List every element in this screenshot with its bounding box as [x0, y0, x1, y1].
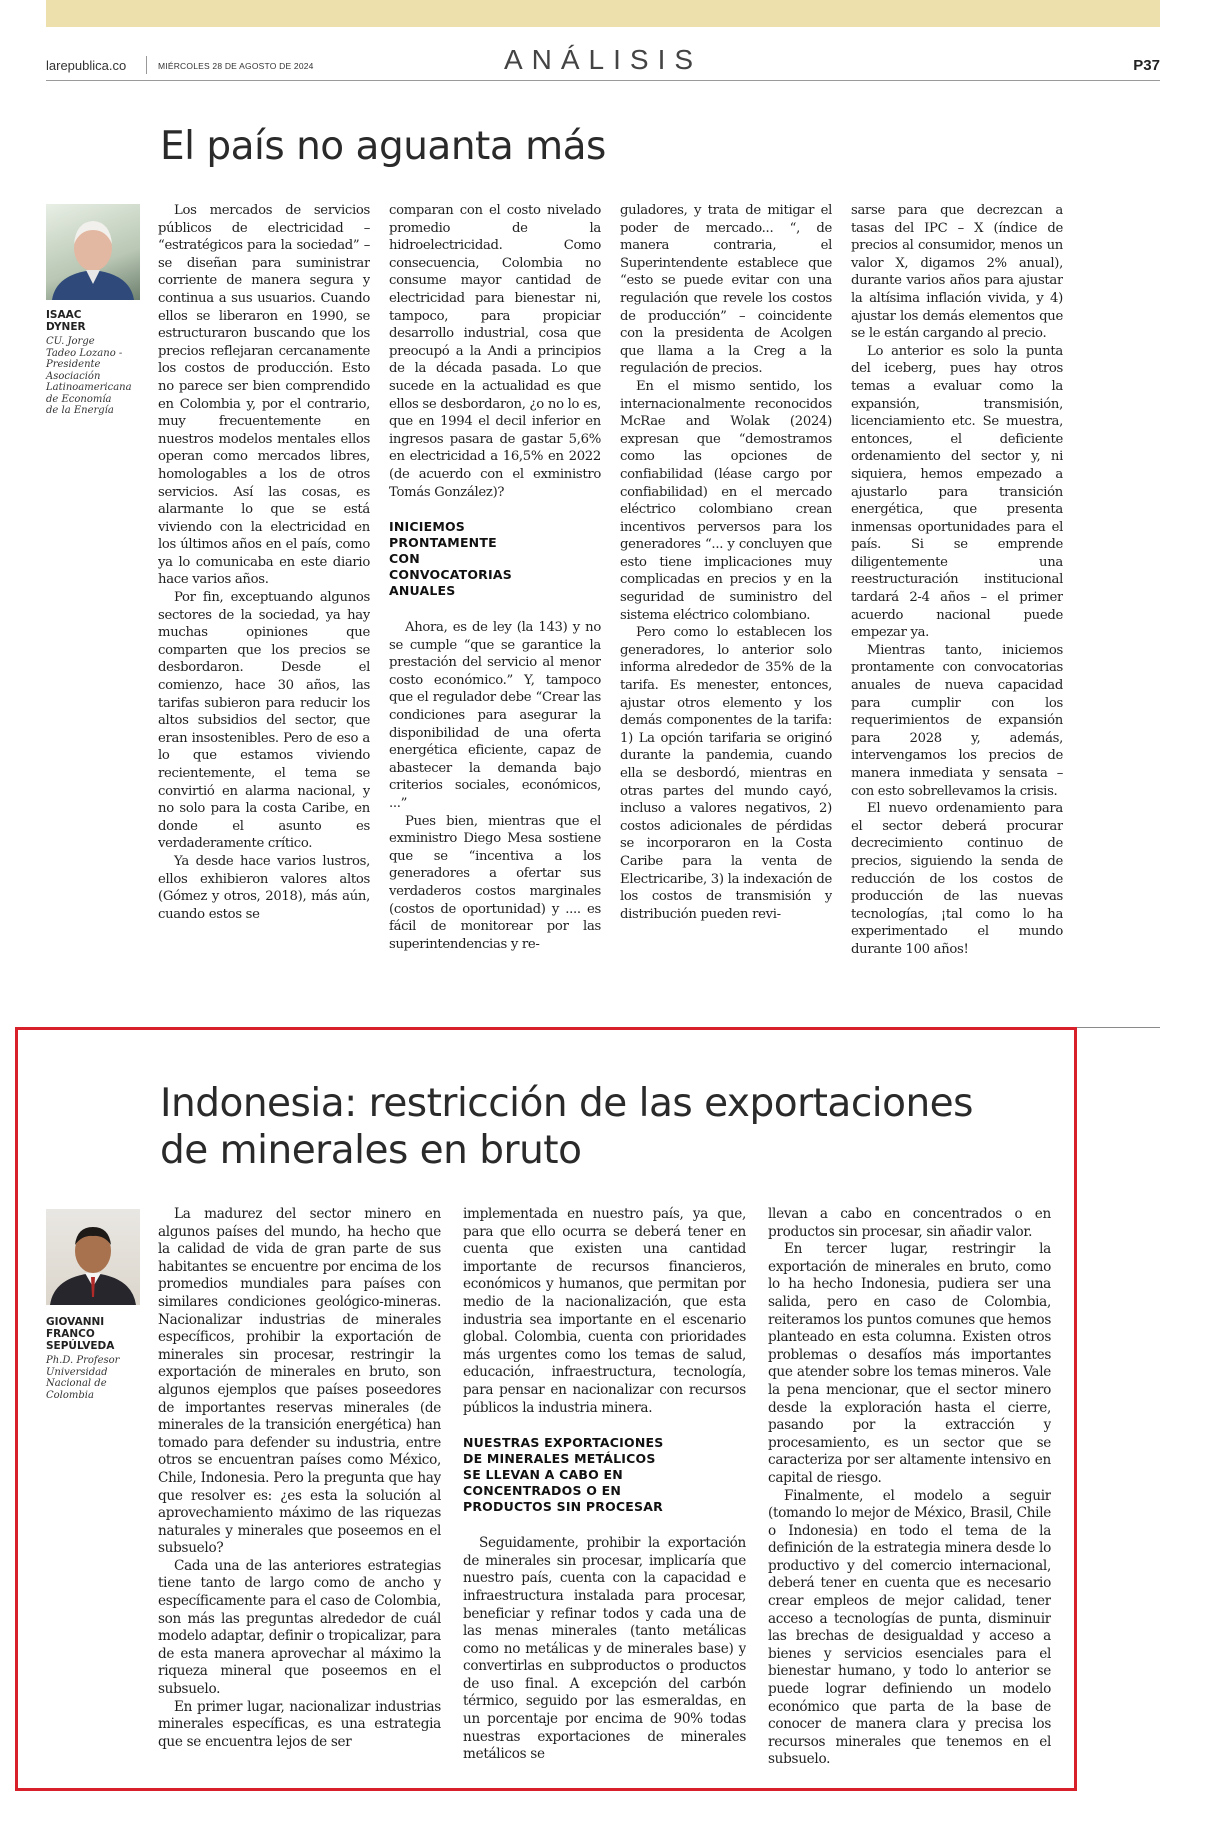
paragraph: Lo anterior es solo la punta del iceberg, pues hay otros temas a evaluar como la expansión, transmisión, licenciamiento etc. Se muestra, entonces, el deficiente ordenamiento del sector y, ni siquiera, hemos empezado a ajustarlo para transición energética, que presenta inmensas oportunidades para el país. Si se emprende diligentemente una reestructuración institucional tardará 2-4 años – el primer acuerdo nacional puede empezar ya.	[851, 343, 1063, 641]
page-number: P37	[1133, 57, 1160, 74]
paragraph: Mientras tanto, iniciemos prontamente con convocatorias anuales de nueva capacidad para cumplir con los requerimientos de expansión para 2028 y, además, intervengamos los precios de manera inmediata y sensata – con esto sobrellevamos la crisis.	[851, 642, 1063, 799]
section-title: ANÁLISIS	[503, 44, 703, 75]
paragraph: Ya desde hace varios lustros, ellos exhibieron valores altos (Gómez y otros, 2018), más aún, cuando estos se	[158, 853, 370, 922]
article-column-4	[851, 202, 1063, 982]
article-column-2	[463, 1206, 746, 1786]
paragraph: Por fin, exceptuando algunos sectores de la sociedad, ya hay muchas opiniones que comparten que los precios se desbordaron. Desde el comienzo, hace 30 años, las tarifas subieron para reducir los altos subsidios del sector, que eran insostenibles. Pero de eso a lo que estamos viviendo recientemente, el tema se convirtió en alarma nacional, y no solo para la costa Caribe, en donde el asunto es verdaderamente crítico.	[158, 590, 370, 852]
paragraph: La madurez del sector minero en algunos países del mundo, ha hecho que la calidad de vida de gran parte de sus habitantes se encuentre por encima de los promedios mundiales para países con similares condiciones geológico-mineras. Nacionalizar industrias de minerales específicos, prohibir la exportación de minerales sin procesar, restringir la exportación de minerales en bruto, son algunos ejemplos que países poseedores de importantes reservas minerales (de minerales de la transición energética) han tomado para defender su industria, entre otros se encuentran países como México, Chile, Indonesia. Pero la pregunta que hay que resolver es: ¿es esta la solución al aprovechamiento máximo de las riquezas naturales y minerales que poseemos en el subsuelo?	[158, 1206, 441, 1557]
paragraph: implementada en nuestro país, ya que, para que ello ocurra se deberá tener en cuenta que existen una cantidad importante de recursos financieros, económicos y humanos, que permitan por medio de la nacionalización, que esta industria sea importante en el escenario global. Colombia, cuenta con prioridades más urgentes como los temas de salud, educación, infraestructura, tecnología, para pensar en nacionalizar con recursos públicos la industria minera.	[463, 1206, 746, 1416]
paragraph: Ahora, es de ley (la 143) y no se cumple “que se garantice la prestación del servicio al menor costo económico.” Y, tampoco que el regulador debe “Crear las condiciones para asegurar la disponibilidad de una oferta energética eficiente, capaz de abastecer la demanda bajo criterios sociales, económicos, ...”	[389, 620, 601, 812]
issue-date: MIÉRCOLES 28 DE AGOSTO DE 2024	[158, 61, 314, 71]
section-divider	[1077, 1027, 1160, 1028]
masthead	[46, 46, 1160, 81]
article-column-1	[158, 202, 370, 982]
paragraph: En primer lugar, nacionalizar industrias minerales específicas, es una estrategia que se encuentra lejos de ser	[158, 1698, 441, 1750]
paragraph: En tercer lugar, restringir la exportación de minerales en bruto, como lo ha hecho Indonesia, pudiera ser una salida, pero en caso de Colombia, reiteramos los puntos comunes que hemos planteado en esta columna. Existen otros problemas o desafíos más importantes que atender sobre los temas mineros. Vale la pena mencionar, que el sector minero desde la exploración hasta el cierre, pasando por la extracción y procesamiento, es un sector que se caracteriza por ser altamente intensivo en capital de riesgo.	[768, 1241, 1051, 1486]
article-column-3	[768, 1206, 1051, 1786]
author-role: CU. Jorge Tadeo Lozano - Presidente Asociación Latinoamericana de Economía de la Energía	[46, 336, 132, 416]
article-body	[158, 202, 1063, 982]
author-name: GIOVANNI FRANCO SEPÚLVEDA	[46, 1316, 115, 1352]
paragraph: Cada una de las anteriores estrategias tiene tanto de largo como de ancho y específicamente para el caso de Colombia, son más las preguntas alrededor de cuál modelo adaptar, definir o tropicalizar, para de esta manera aprovechar al máximo la riqueza mineral que poseemos en el subsuelo.	[158, 1557, 441, 1698]
article-column-2	[389, 202, 601, 982]
paragraph: Seguidamente, prohibir la exportación de minerales sin procesar, implicaría que nuestro país, cuenta con la capacidad e infraestructura instalada para procesar, beneficiar y refinar todos y cada una de las menas minerales (tanto metálicas como no metálicas y de minerales base) y convertirlas en subproductos o productos de uso final. A excepción del carbón térmico, seguido por las esmeraldas, en un porcentaje por encima de 90% todas nuestras exportaciones de minerales metálicos se	[463, 1535, 746, 1763]
article-column-1	[158, 1206, 441, 1786]
top-color-band	[46, 0, 1160, 27]
subheading: NUESTRAS EXPORTACIONES DE MINERALES METÁLICOS SE LLEVAN A CABO EN CONCENTRADOS O EN PRODUCTOS SIN PROCESAR	[463, 1435, 664, 1515]
article-body	[158, 1206, 1072, 1786]
paragraph: sarse para que decrezcan a tasas del IPC – X (índice de precios al consumidor, menos un valor X, digamos 2% anual), durante varios años para ajustar la altísima inflación vivida, y 4) ajustar los demás elementos que se le están cargando al precio.	[851, 203, 1063, 342]
paragraph: Pues bien, mientras que el exministro Diego Mesa sostiene que se “incentiva a los generadores a ofertar sus verdaderos costos marginales (costos de oportunidad) y .... es fácil de monitorear por las superintendencias y re-	[389, 813, 601, 952]
author-role: Ph.D. Profesor Universidad Nacional de Colombia	[46, 1355, 120, 1401]
article-title: Indonesia: restricción de las exportaciones de minerales en bruto	[160, 1081, 973, 1173]
subheading: INICIEMOS PRONTAMENTE CON CONVOCATORIAS ANUALES	[389, 519, 512, 599]
paragraph: Los mercados de servicios públicos de electricidad – “estratégicos para la sociedad” – se diseñan para suministrar corriente de manera segura y continua a sus usuarios. Cuando ellos se liberaron en 1990, se estructuraron buscando que los precios reflejaran cercanamente los costos de producción. Esto no parece ser bien comprendido en Colombia y, por el contrario, muy frecuentemente en nuestros modelos mentales ellos operan como mercados libres, homologables a los de otros servicios. Así las cosas, es alarmante lo que se está viviendo con la electricidad en los últimos años en el país, como ya lo comunicaba en este diario hace varios años.	[158, 203, 370, 588]
article-column-3	[620, 202, 832, 982]
paragraph: Pero como lo establecen los generadores, lo anterior solo informa alrededor de 35% de la tarifa. Es menester, entonces, ajustar otros elemento y los demás componentes de la tarifa: 1) La opción tarifaria se originó durante la pandemia, cuando ella se desbordó, mientras en otras partes del mundo cayó, incluso a valores negativos, 2) costos adicionales de pérdidas se incorporaron en la Costa Caribe para la venta de Electricaribe, 3) la indexación de los costos de transmisión y distribución pueden revi-	[620, 625, 832, 922]
author-photo	[46, 204, 140, 300]
author-byline	[46, 1316, 146, 1401]
author-byline	[46, 309, 146, 417]
article-title: El país no aguanta más	[160, 124, 606, 169]
paragraph: El nuevo ordenamiento para el sector deberá procurar decrecimiento continuo de precios, siguiendo la senda de reducción de los costos de producción de las nuevas tecnologías, ¡tal como lo ha experimentado el mundo durante 100 años!	[851, 801, 1063, 957]
author-photo	[46, 1209, 140, 1305]
author-name: ISAAC DYNER	[46, 309, 86, 333]
paragraph: guladores, y trata de mitigar el poder de mercado... “, de manera contraria, el Superintendente establece que “esto se puede evitar con una regulación que revele los costos de producción” – coincidente con la presidenta de Acolgen que llama a la Creg a la regulación de precios.	[620, 203, 832, 377]
site-name[interactable]: larepublica.co	[46, 58, 127, 73]
paragraph: comparan con el costo nivelado promedio de la hidroelectricidad. Como consecuencia, Colombia no consume mayor cantidad de electricidad para bienestar ni, tampoco, para propiciar desarrollo industrial, cosa que preocupó a la Andi a principios de la década pasada. Lo que sucede en la actualidad es que ellos se desbordaron, ¿o no lo es, que en 1994 el decil inferior en ingresos pasara de gastar 5,6% en electricidad a 16,5% en 2022 (de acuerdo con el exministro Tomás González)?	[389, 203, 601, 500]
paragraph: Finalmente, el modelo a seguir (tomando lo mejor de México, Brasil, Chile o Indonesia) en todo el tema de la definición de la estrategia minera desde lo productivo y del comercio internacional, deberá tener en cuenta que es necesario crear empleos de mejor calidad, tener acceso a tecnologías de punta, disminuir las brechas de desigualdad y acceso a bienes y servicios esenciales para el bienestar humano, y todo lo anterior se puede lograr definiendo un modelo económico que parta de la base de conocer de manera clara y precisa los recursos minerales que tenemos en el subsuelo.	[768, 1487, 1051, 1768]
paragraph: En el mismo sentido, los internacionalmente reconocidos McRae and Wolak (2024) expresan que “demostramos como las opciones de confiabilidad (léase cargo por confiabilidad) en el mercado eléctrico colombiano crean incentivos perversos para los generadores “... y concluyen que esto tiene implicaciones muy complicadas en precios y en la seguridad de suministro del sistema eléctrico colombiano.	[620, 378, 832, 623]
paragraph: llevan a cabo en concentrados o en productos sin procesar, sin añadir valor.	[768, 1206, 1051, 1240]
